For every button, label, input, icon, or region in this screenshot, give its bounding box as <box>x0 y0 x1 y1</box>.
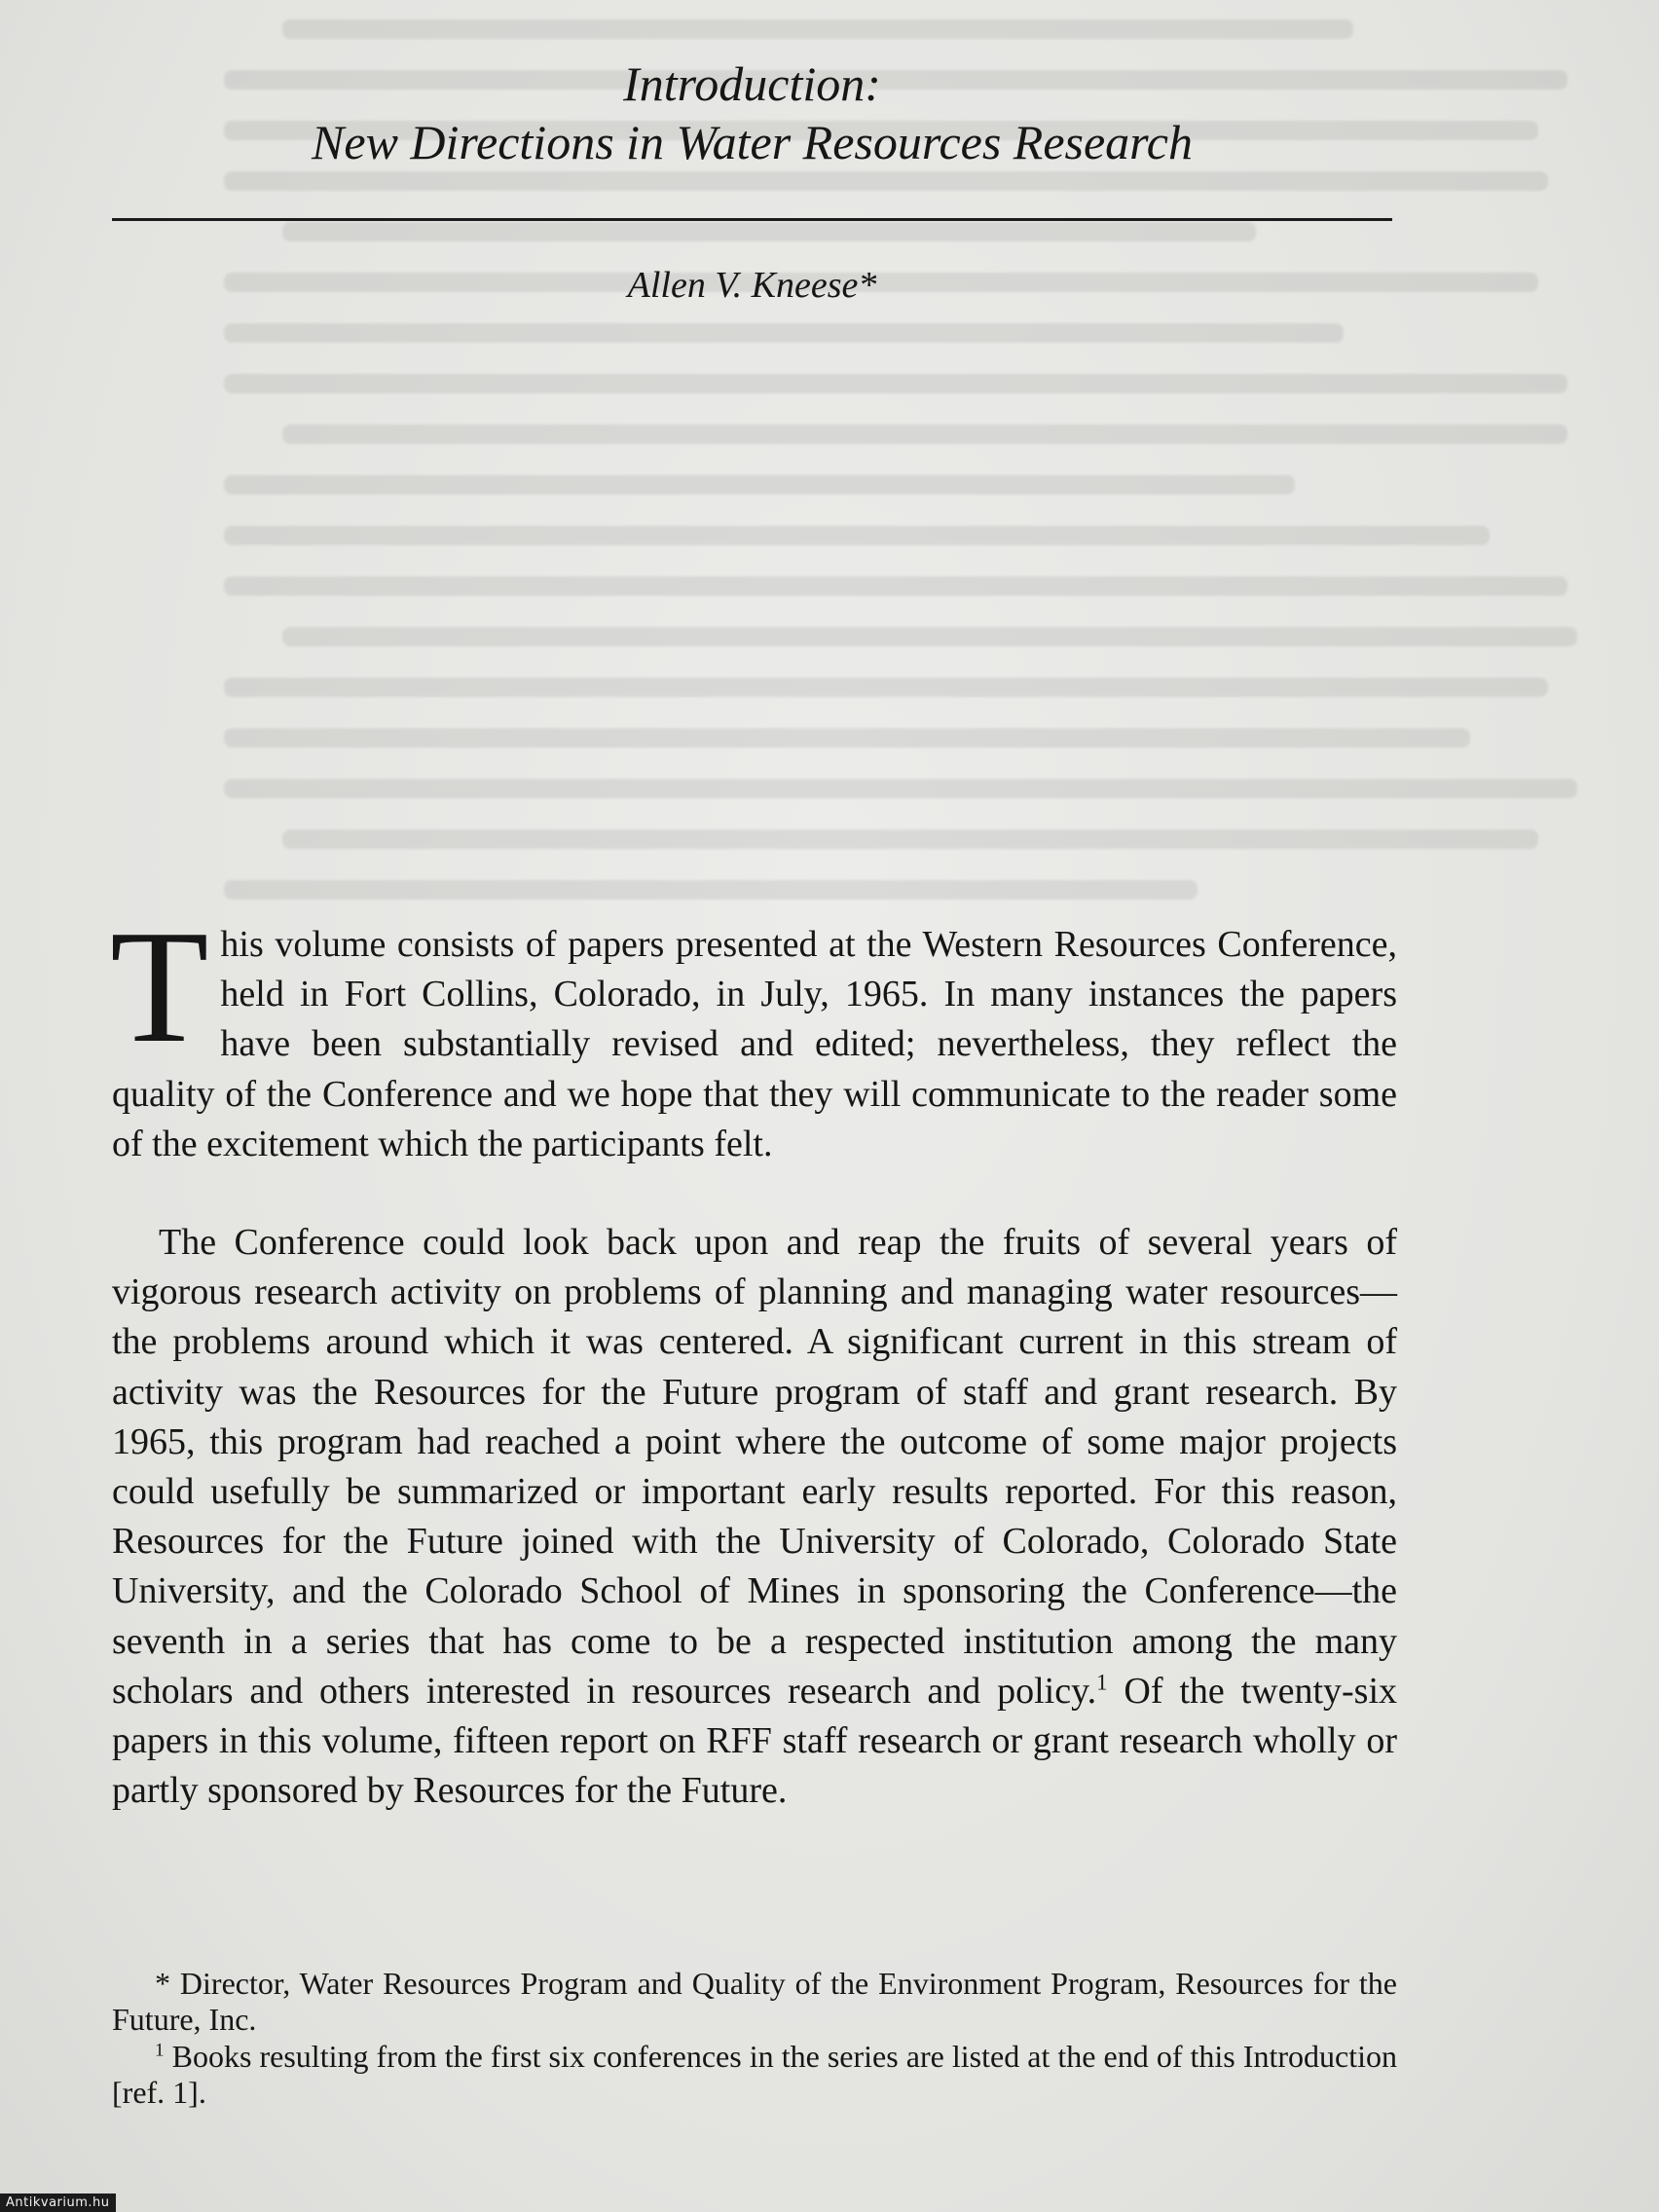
title-line-2: New Directions in Water Resources Research <box>312 115 1193 169</box>
footnote-1 <box>112 2039 1397 2111</box>
paragraph-1 <box>110 897 1397 1169</box>
paragraph-2-text-a: The Conference could look back upon and reap the fruits of several years of vigorous research activity on problems of planning and managing water resources—the problems around which it was centered. A significant current in this stream of activity was the Resources for the Future program of staff and grant research. By 1965, this program had reached a point where the outcome of some major projects could usefully be summarized or important early results reported. For this reason, Resources for the Future joined with the University of Colorado, Colorado State University, and the Colorado School of Mines in sponsoring the Conference—the seventh in a series that has come to be a respected institution among the many scholars and others interested in resources research and policy. <box>112 1222 1397 1712</box>
paragraph-2 <box>112 1218 1397 1816</box>
bleed-line <box>224 779 1577 798</box>
footnotes <box>112 1966 1397 2112</box>
footnote-ref-1: 1 <box>1096 1670 1108 1695</box>
bleed-line <box>224 526 1490 545</box>
footnote-star: * Director, Water Resources Program and Quality of the Environment Program, Resources for the Future, Inc. <box>112 1966 1397 2037</box>
title-rule <box>112 218 1392 221</box>
paragraph-1-text: his volume consists of papers presented at the Western Resources Conference, held in Fort Collins, Colorado, in July, 1965. In many instances the papers have been substantially revised and edited; nevertheless, they reflect the quality of the Conference and we hope that they will communicate to the reader some of the excitement which the participants felt. <box>112 924 1397 1164</box>
bleed-line <box>282 19 1353 39</box>
footnote-1-text: Books resulting from the first six conferences in the series are listed at the end of this Introduction [ref. 1]. <box>112 2039 1397 2110</box>
bleed-line <box>224 171 1548 191</box>
bleed-line <box>282 222 1256 241</box>
paragraph-2-text-b: Of the twenty-six papers in this volume, fifteen report on RFF staff research or grant research wholly or partly sponsored by Resources for the Future. <box>112 1670 1397 1812</box>
bleed-line <box>224 880 1198 900</box>
bleed-line <box>224 576 1567 596</box>
bleed-line <box>224 475 1295 495</box>
bleed-line <box>224 323 1344 343</box>
bleed-line <box>282 830 1538 849</box>
bleed-line <box>224 374 1567 393</box>
bleed-line <box>224 728 1470 748</box>
title-line-1: Introduction: <box>623 56 881 111</box>
watermark-label: Antikvarium.hu <box>0 2194 116 2212</box>
footnote-1-mark: 1 <box>155 2040 165 2061</box>
bleed-line <box>224 678 1548 697</box>
bleed-line <box>282 627 1577 646</box>
drop-cap: T <box>110 897 209 1076</box>
chapter-title <box>112 55 1392 171</box>
bleed-line <box>282 424 1567 444</box>
author-name: Allen V. Kneese* <box>627 265 877 306</box>
